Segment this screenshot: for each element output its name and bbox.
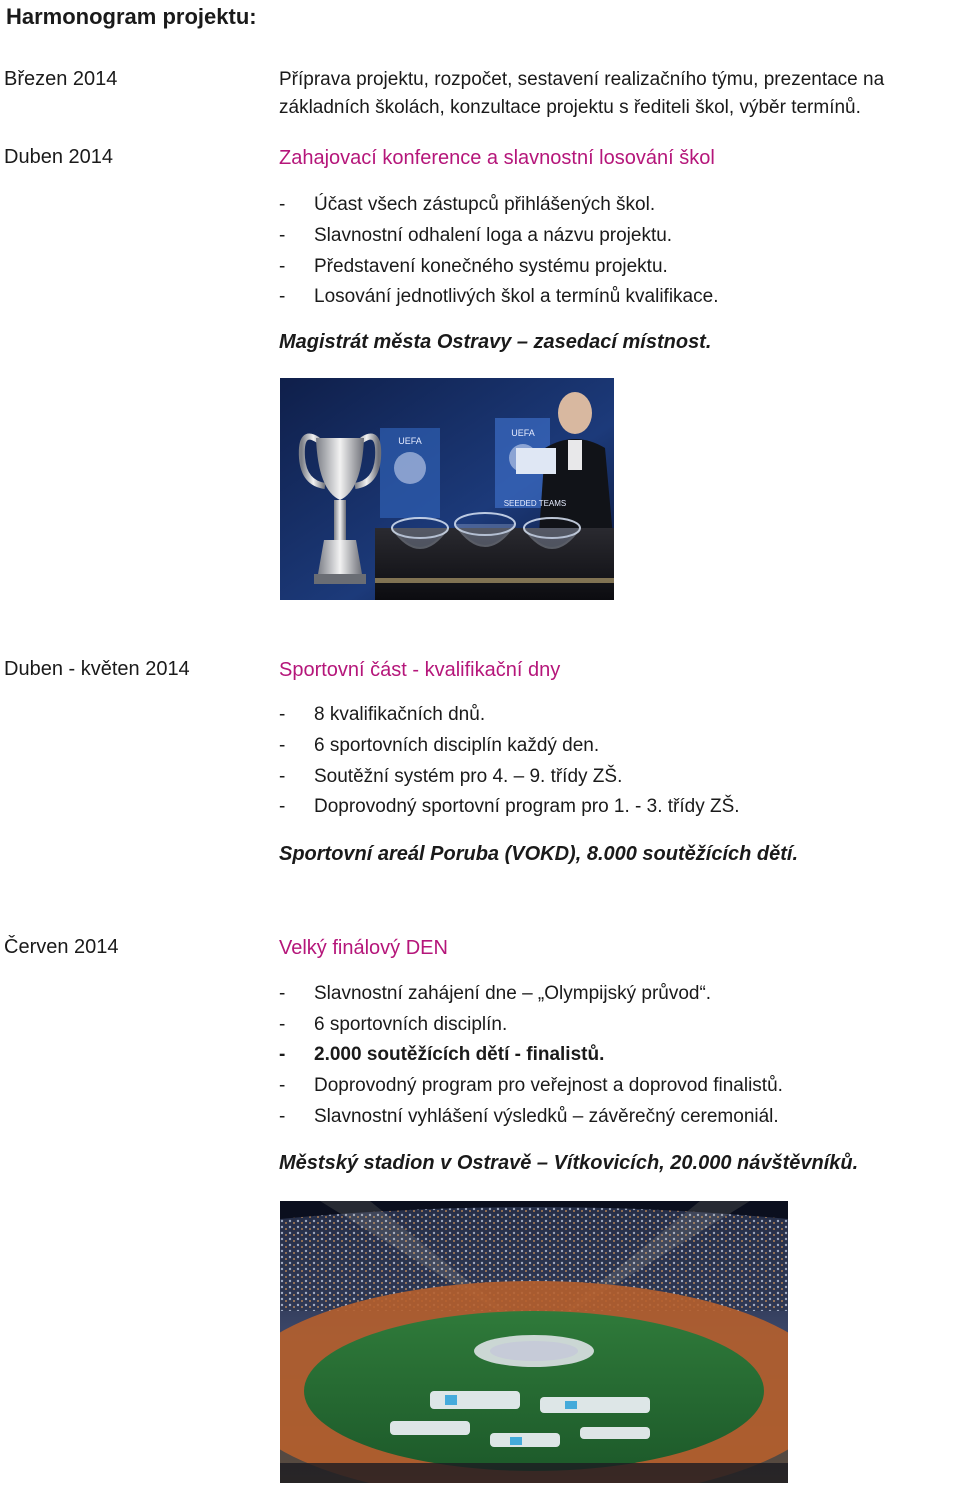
date-april: Duben 2014 [4, 146, 113, 168]
dash: - [279, 1044, 286, 1065]
draw-ceremony-illustration [280, 378, 614, 600]
dash: - [279, 286, 286, 307]
bowl-label: SEEDED TEAMS [503, 499, 567, 508]
dash: - [279, 766, 286, 787]
dash: - [279, 256, 286, 277]
list-item: - Slavnostní odhalení loga a názvu projektu. [279, 225, 673, 246]
date-april-may: Duben - květen 2014 [4, 658, 190, 680]
dash: - [279, 194, 286, 215]
draw-ceremony-photo [280, 378, 614, 600]
april-may-heading: Sportovní část - kvalifikační dny [279, 659, 561, 681]
april-may-place: Sportovní areál Poruba (VOKD), 8.000 soutěžících dětí. [279, 843, 799, 865]
dash: - [279, 1014, 286, 1035]
draw-card [516, 448, 556, 474]
banner-text-2: UEFA [511, 428, 535, 438]
dash: - [279, 735, 286, 756]
march-line-2: základních školách, konzultace projektu s řediteli škol, výběr termínů. [279, 97, 861, 118]
march-description [279, 66, 884, 122]
list-item: - 6 sportovních disciplín. [279, 1014, 508, 1035]
list-item: - Účast všech zástupců přihlášených škol. [279, 194, 656, 215]
date-june: Červen 2014 [4, 936, 119, 958]
page-title: Harmonogram projektu: [6, 4, 257, 29]
dash: - [279, 983, 286, 1004]
june-place: Městský stadion v Ostravě – Vítkovicích, 20.000 návštěvníků. [279, 1152, 859, 1174]
list-item: - Představení konečného systému projektu. [279, 256, 668, 277]
dash: - [279, 796, 286, 817]
list-item: - 8 kvalifikačních dnů. [279, 704, 486, 725]
dash: - [279, 1106, 286, 1127]
list-item: - Doprovodný program pro veřejnost a doprovod finalistů. [279, 1075, 783, 1096]
date-march: Březen 2014 [4, 68, 118, 90]
dash: - [279, 1075, 286, 1096]
banner-text-1: UEFA [398, 436, 422, 446]
uefa-logo-icon [394, 452, 426, 484]
april-heading: Zahajovací konference a slavnostní losování škol [279, 147, 715, 169]
april-place: Magistrát města Ostravy – zasedací místnost. [279, 331, 712, 353]
stadium-ceremony-photo [280, 1201, 788, 1483]
dash: - [279, 225, 286, 246]
march-line-1: Příprava projektu, rozpočet, sestavení realizačního týmu, prezentace na [279, 69, 885, 90]
june-heading: Velký finálový DEN [279, 937, 448, 959]
list-item: - 2.000 soutěžících dětí - finalistů. [279, 1044, 605, 1065]
list-item: - Slavnostní vyhlášení výsledků – závěrečný ceremoniál. [279, 1106, 779, 1127]
list-item: - Slavnostní zahájení dne – „Olympijský průvod“. [279, 983, 712, 1004]
list-item: - Soutěžní systém pro 4. – 9. třídy ZŠ. [279, 766, 623, 787]
dash: - [279, 704, 286, 725]
list-item: - Doprovodný sportovní program pro 1. - 3. třídy ZŠ. [279, 796, 740, 817]
stadium-illustration [280, 1201, 788, 1483]
list-item: - Losování jednotlivých škol a termínů kvalifikace. [279, 286, 719, 307]
list-item: - 6 sportovních disciplín každý den. [279, 735, 600, 756]
person-head [558, 392, 592, 434]
